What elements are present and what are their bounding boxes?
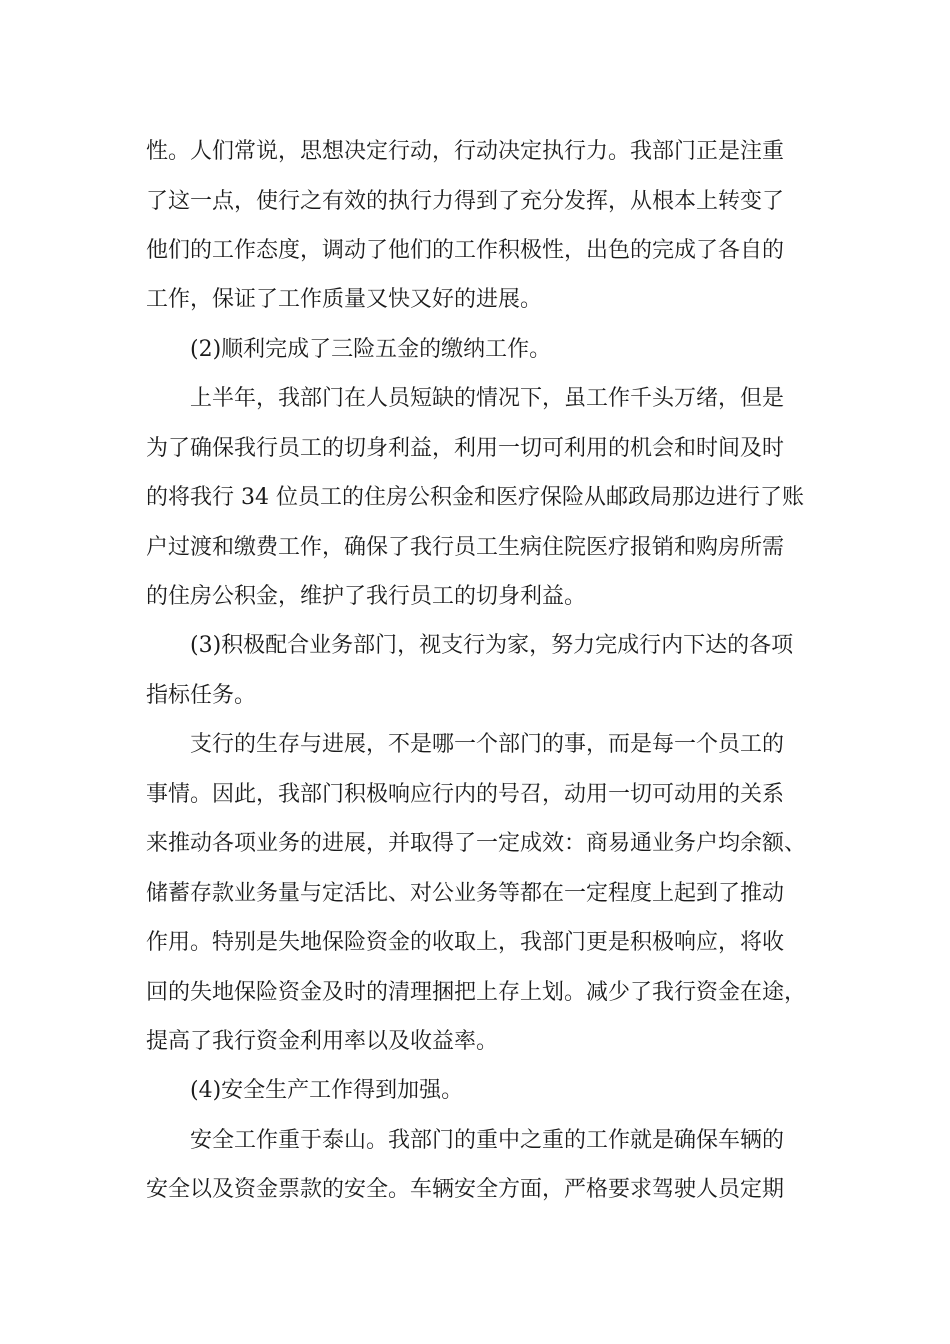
text-line: 储蓄存款业务量与定活比、对公业务等都在一定程度上起到了推动 xyxy=(146,881,785,906)
text-line: 支行的生存与进展，不是哪一个部门的事，而是每一个员工的 xyxy=(190,732,785,757)
text-line: 的将我行 34 位员工的住房公积金和医疗保险从邮政局那边进行了账 xyxy=(146,485,804,510)
text-line: 上半年，我部门在人员短缺的情况下，虽工作千头万绪，但是 xyxy=(190,386,785,411)
text-line: 户过渡和缴费工作，确保了我行员工生病住院医疗报销和购房所需 xyxy=(146,535,785,560)
section-heading: (2)顺利完成了三险五金的缴纳工作。 xyxy=(190,337,552,362)
text-line: 的住房公积金，维护了我行员工的切身利益。 xyxy=(146,584,587,609)
text-line: 安全以及资金票款的安全。车辆安全方面，严格要求驾驶人员定期 xyxy=(146,1177,785,1202)
text-line: 来推动各项业务的进展，并取得了一定成效：商易通业务户均余额、 xyxy=(146,831,807,856)
text-line: 工作，保证了工作质量又快又好的进展。 xyxy=(146,287,543,312)
text-line: 为了确保我行员工的切身利益，利用一切可利用的机会和时间及时 xyxy=(146,436,785,461)
section-heading: (3)积极配合业务部门，视支行为家，努力完成行内下达的各项 xyxy=(190,633,794,658)
section-heading: (4)安全生产工作得到加强。 xyxy=(190,1078,464,1103)
text-line: 提高了我行资金利用率以及收益率。 xyxy=(146,1029,499,1054)
text-line: 安全工作重于泰山。我部门的重中之重的工作就是确保车辆的 xyxy=(190,1128,785,1153)
text-line: 回的失地保险资金及时的清理捆把上存上划。减少了我行资金在途， xyxy=(146,980,807,1005)
text-line: 作用。特别是失地保险资金的收取上，我部门更是积极响应，将收 xyxy=(146,930,785,955)
text-line: 性。人们常说，思想决定行动，行动决定执行力。我部门正是注重 xyxy=(146,139,785,164)
text-line: 了这一点，使行之有效的执行力得到了充分发挥，从根本上转变了 xyxy=(146,189,785,214)
text-line: 指标任务。 xyxy=(146,683,257,708)
text-line: 事情。因此，我部门积极响应行内的号召，动用一切可动用的关系 xyxy=(146,782,785,807)
text-line: 他们的工作态度，调动了他们的工作积极性，出色的完成了各自的 xyxy=(146,238,785,263)
